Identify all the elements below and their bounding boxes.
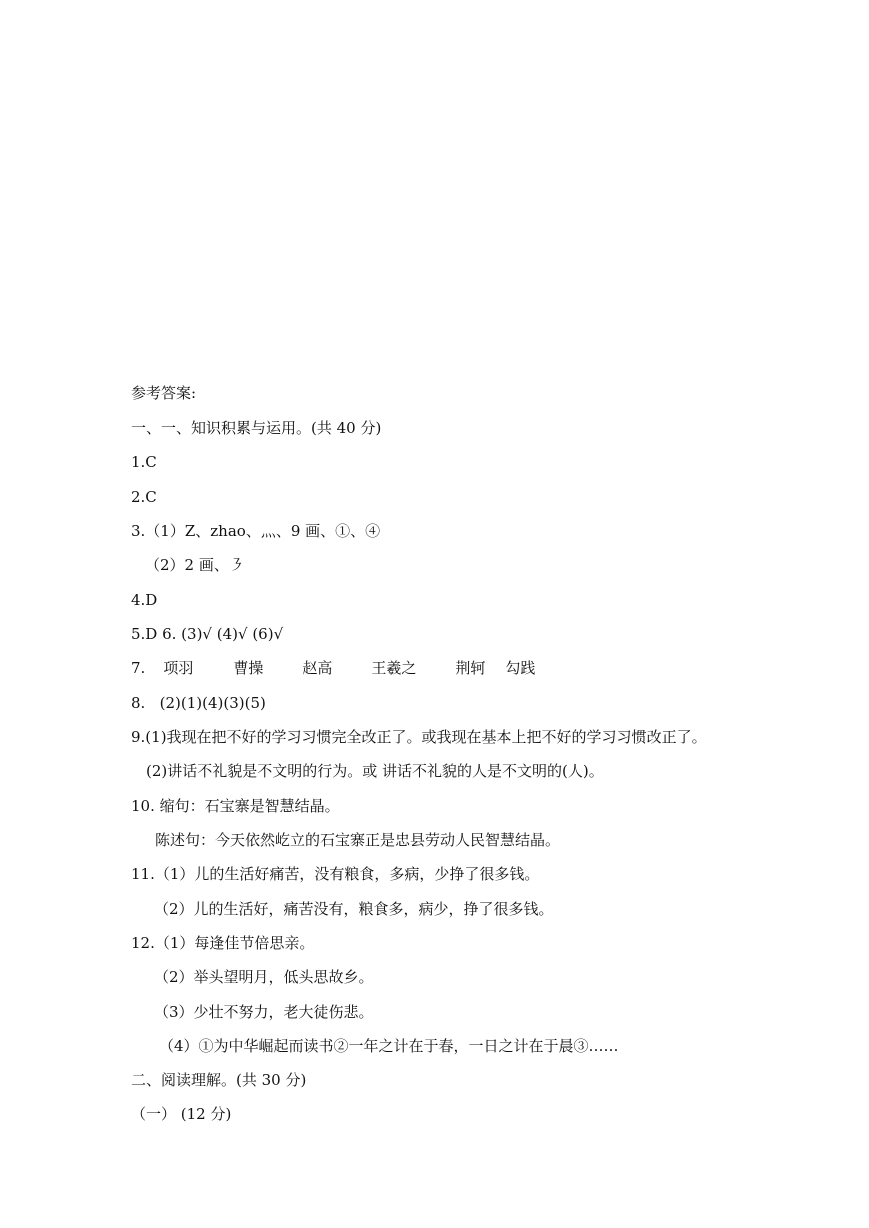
answer-11-part-1: 11.（1）儿的生活好痛苦，没有粮食，多病，少挣了很多钱。 [131, 865, 540, 883]
answer-5-6: 5.D 6. (3)√ (4)√ (6)√ [131, 625, 284, 643]
answer-7 [131, 658, 535, 678]
answer-7-name: 王羲之 [371, 659, 417, 677]
answer-7-name: 勾践 [505, 659, 536, 677]
answer-9-part-2: (2)讲话不礼貌是不文明的行为。或 讲话不礼貌的人是不文明的(人)。 [146, 762, 604, 780]
answer-12-part-1: 12.（1）每逢佳节倍思亲。 [131, 934, 315, 952]
answer-12-part-4: （4）①为中华崛起而读书②一年之计在于春，一日之计在于晨③…… [159, 1037, 619, 1055]
answer-heading: 参考答案: [131, 384, 197, 402]
answer-1: 1.C [131, 453, 157, 471]
answer-3-part-1: 3.（1）Z、zhao、灬、9 画、①、④ [131, 522, 381, 540]
answer-10-part-1: 10. 缩句：石宝寨是智慧结晶。 [131, 797, 340, 815]
answer-2: 2.C [131, 488, 157, 506]
answer-7-name: 曹操 [233, 659, 264, 677]
answer-7-name: 项羽 [163, 659, 194, 677]
answer-10-part-2: 陈述句：今天依然屹立的石宝寨正是忠县劳动人民智慧结晶。 [155, 831, 561, 849]
answer-7-name: 荆轲 [455, 659, 486, 677]
answer-7-number: 7. [131, 659, 146, 677]
answer-8: 8. (2)(1)(4)(3)(5) [131, 694, 266, 712]
answer-9-part-1: 9.(1)我现在把不好的学习习惯完全改正了。或我现在基本上把不好的学习习惯改正了。 [131, 728, 707, 746]
answer-4: 4.D [131, 591, 158, 609]
answer-11-part-2: （2）儿的生活好，痛苦没有，粮食多，病少，挣了很多钱。 [154, 900, 554, 918]
answer-3-part-2: （2）2 画、㇋ [145, 556, 244, 574]
answer-12-part-2: （2）举头望明月，低头思故乡。 [154, 968, 374, 986]
section-2-title: 二、阅读理解。(共 30 分) [131, 1071, 307, 1089]
subsection-1-title: （一） (12 分) [131, 1105, 232, 1123]
answer-12-part-3: （3）少壮不努力，老大徒伤悲。 [154, 1003, 374, 1021]
section-1-title: 一、一、知识积累与运用。(共 40 分) [131, 419, 382, 437]
answer-7-name: 赵高 [302, 659, 333, 677]
